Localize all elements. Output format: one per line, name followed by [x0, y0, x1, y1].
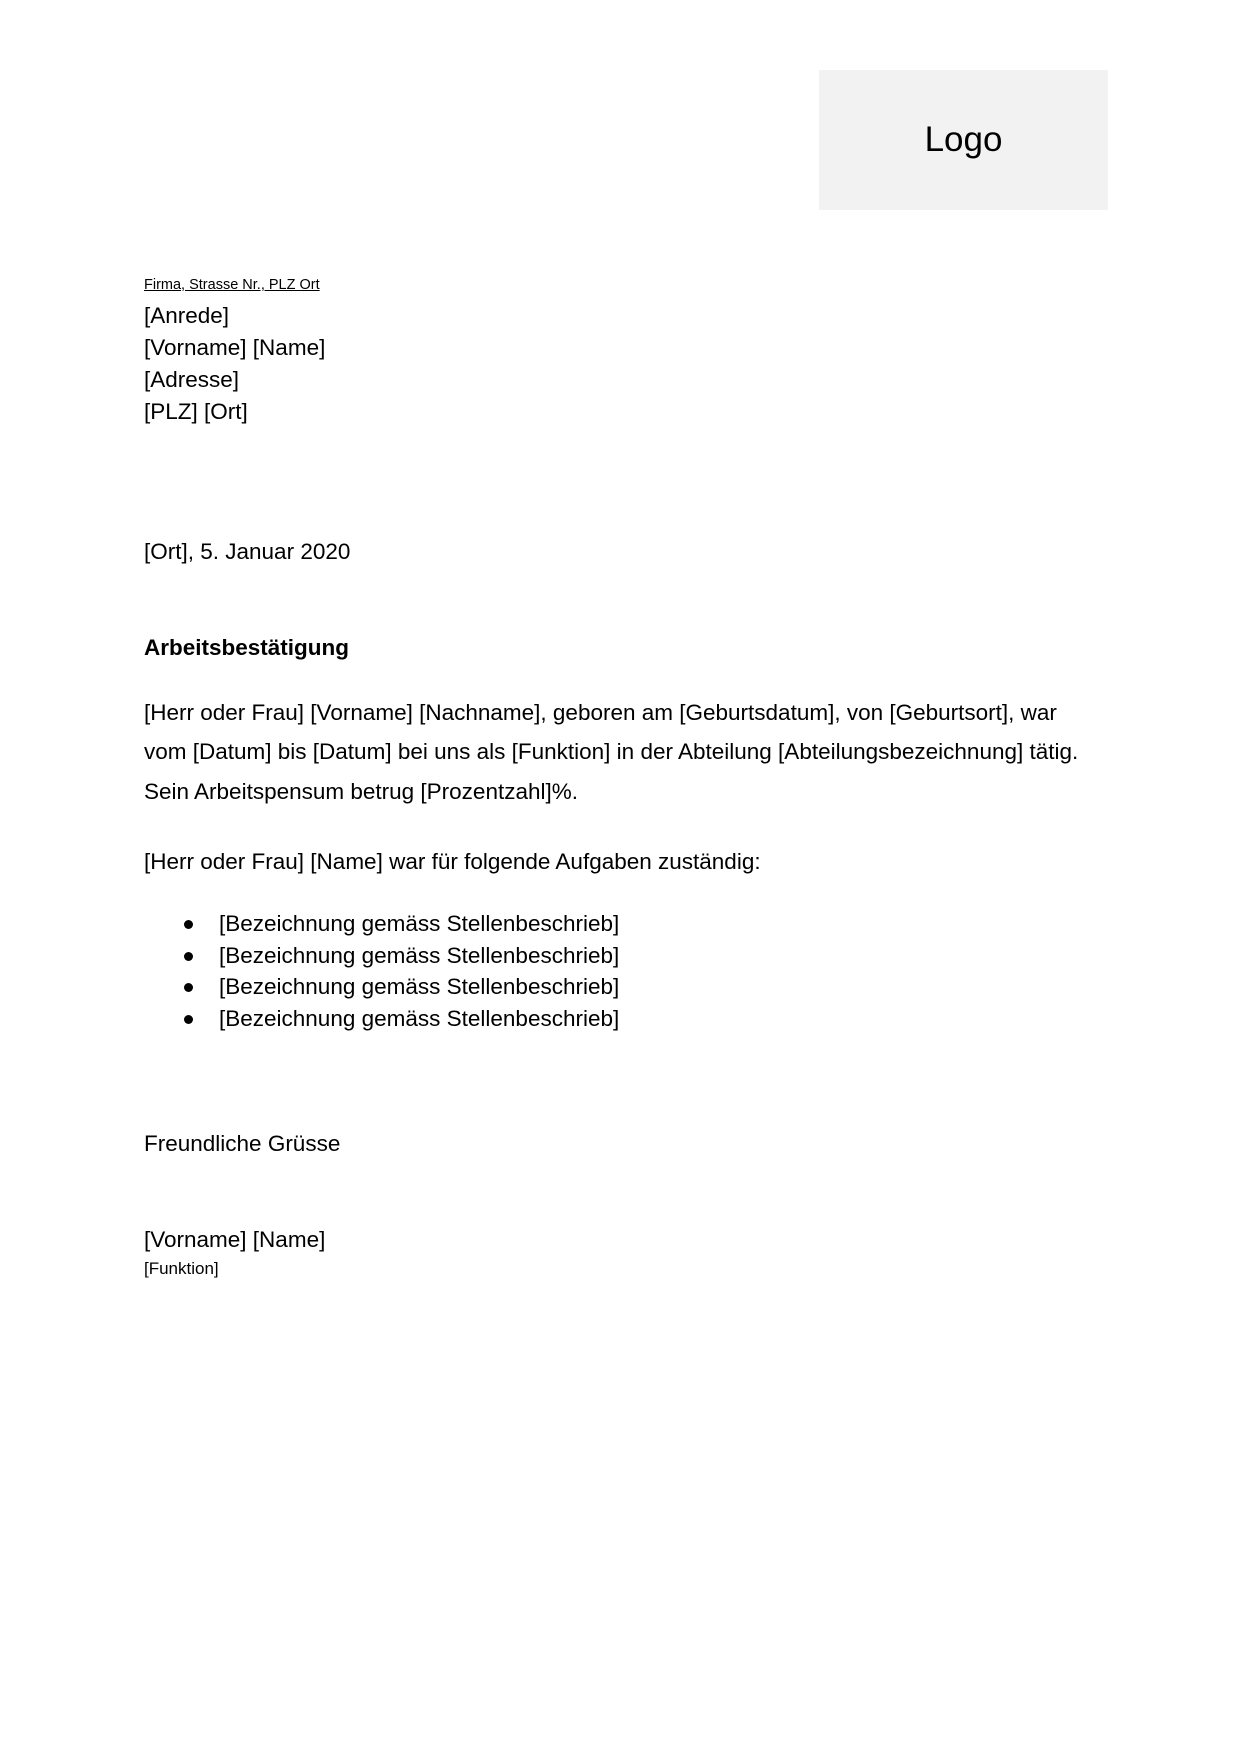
recipient-city: [PLZ] [Ort] [144, 399, 248, 424]
bullet-icon [184, 920, 193, 929]
task-item: [Bezeichnung gemäss Stellenbeschrieb] [219, 943, 620, 968]
signer-function: [Funktion] [144, 1259, 219, 1278]
recipient-name: [Vorname] [Name] [144, 335, 326, 360]
paragraph-line: Sein Arbeitspensum betrug [Prozentzahl]%. [144, 779, 578, 804]
recipient-address: [Adresse] [144, 367, 240, 392]
bullet-icon [184, 952, 193, 961]
closing: Freundliche Grüsse [144, 1131, 341, 1156]
subject-heading: Arbeitsbestätigung [144, 635, 350, 660]
recipient-salutation: [Anrede] [144, 303, 230, 328]
signer-name: [Vorname] [Name] [144, 1227, 326, 1252]
paragraph-line: vom [Datum] bis [Datum] bei uns als [Funktion] in der Abteilung [Abteilungsbezeichnung] tätig. [144, 739, 1079, 764]
bullet-icon [184, 1015, 193, 1024]
task-item: [Bezeichnung gemäss Stellenbeschrieb] [219, 974, 620, 999]
paragraph-line: [Herr oder Frau] [Vorname] [Nachname], geboren am [Geburtsdatum], von [Geburtsort], war [144, 700, 1057, 725]
sender-address-line: Firma, Strasse Nr., PLZ Ort [144, 277, 320, 293]
date-line: [Ort], 5. Januar 2020 [144, 539, 351, 564]
logo-text: Logo [924, 120, 1003, 159]
bullet-icon [184, 983, 193, 992]
task-item: [Bezeichnung gemäss Stellenbeschrieb] [219, 1006, 620, 1031]
task-item: [Bezeichnung gemäss Stellenbeschrieb] [219, 911, 620, 936]
tasks-intro: [Herr oder Frau] [Name] war für folgende Aufgaben zuständig: [144, 849, 761, 874]
logo-placeholder [819, 70, 1108, 210]
